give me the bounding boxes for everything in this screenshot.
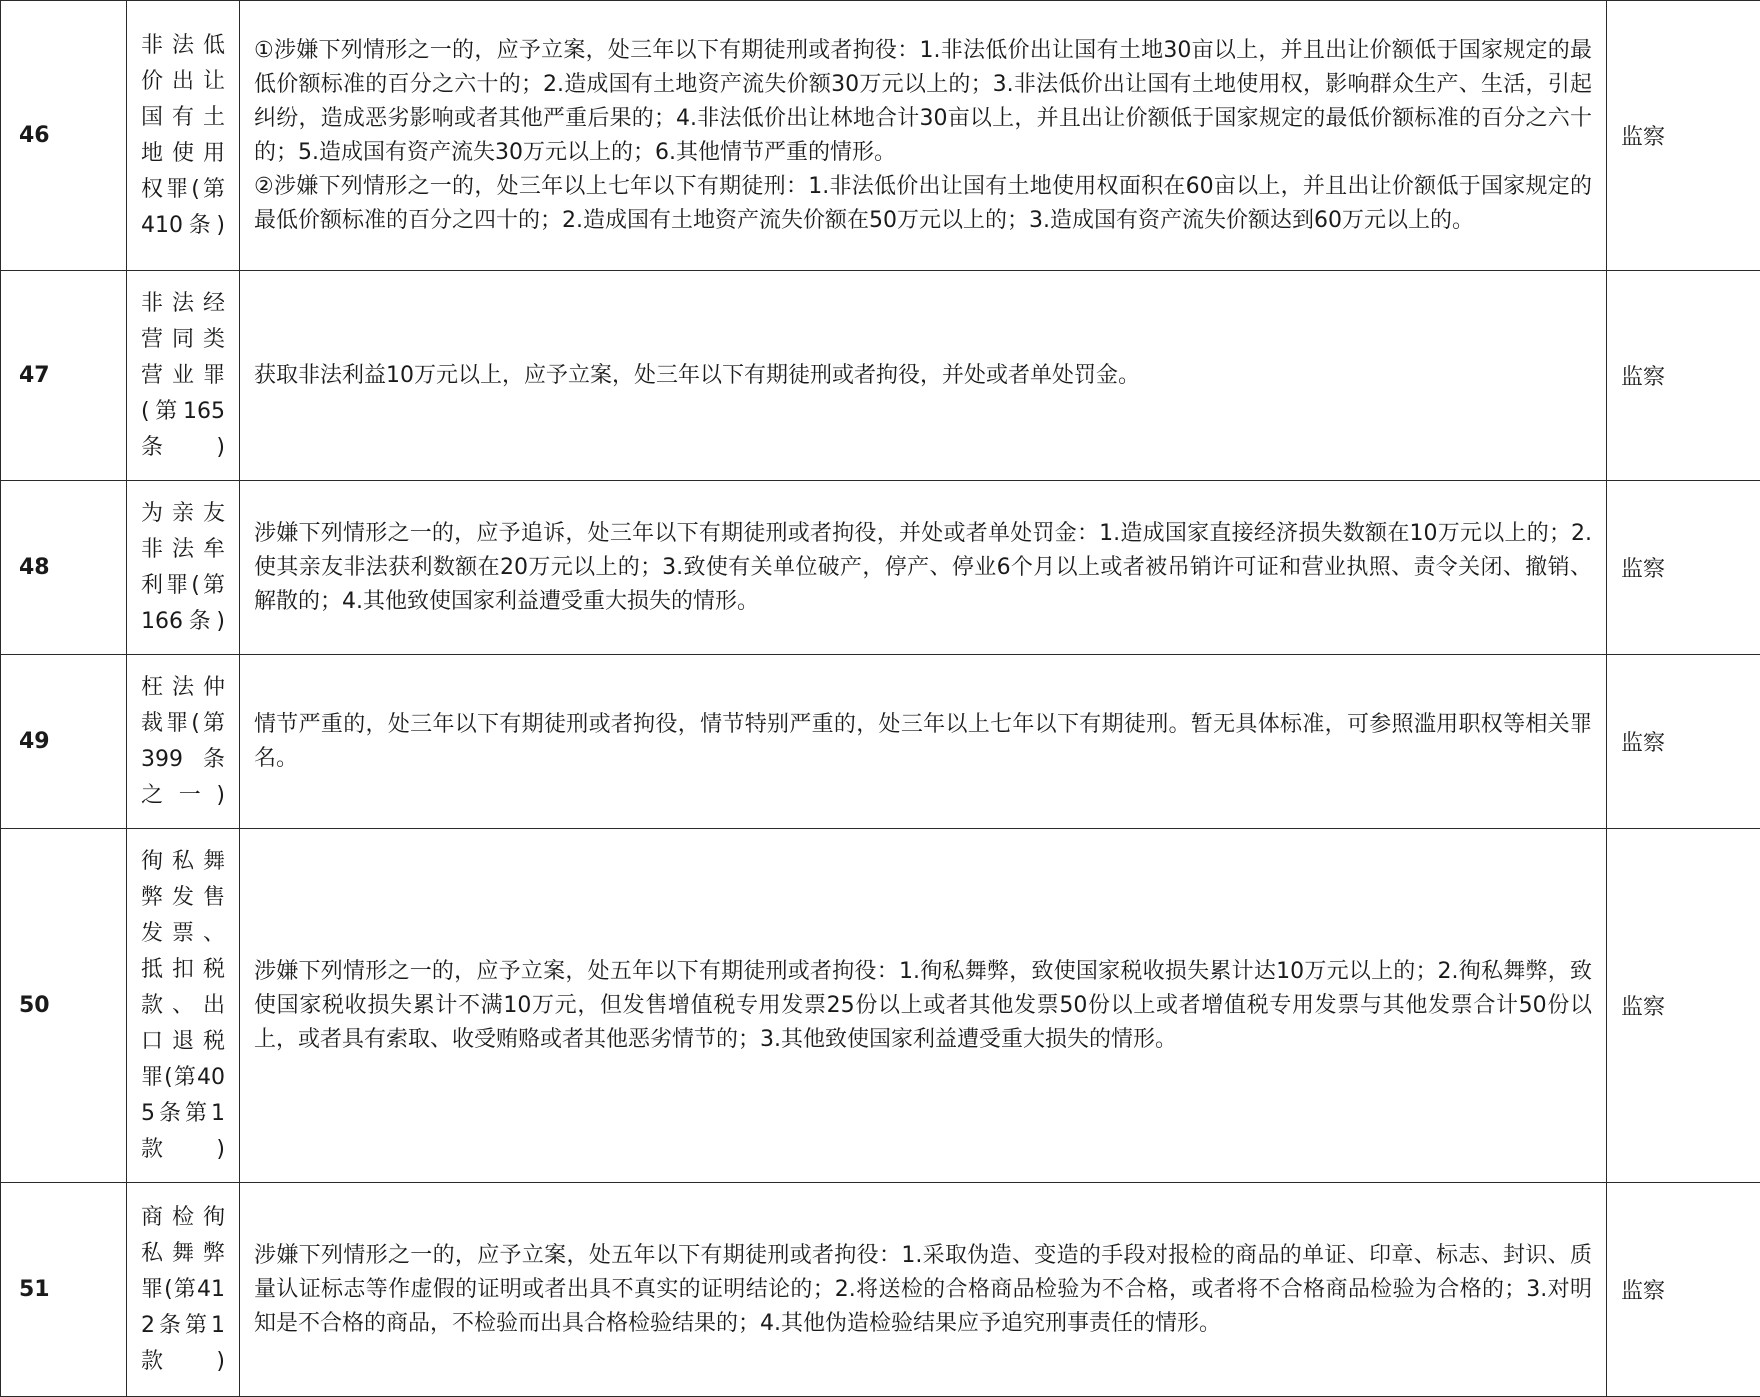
jurisdiction: 监察 [1607, 1183, 1760, 1397]
standard-paragraph: 获取非法利益10万元以上，应予立案，处三年以下有期徒刑或者拘役，并处或者单处罚金。 [254, 359, 1592, 393]
row-number: 47 [1, 271, 127, 481]
filing-standard [240, 481, 1607, 655]
standard-paragraph: 涉嫌下列情形之一的，应予追诉，处三年以下有期徒刑或者拘役，并处或者单处罚金：1.造成国家直接经济损失数额在10万元以上的；2.使其亲友非法获利数额在20万元以上的；3.致使有关单位破产，停产、停业6个月以上或者被吊销许可证和营业执照、责令关闭、撤销、解散的；4.其他致使国家利益遭受重大损失的情形。 [254, 517, 1592, 619]
row-number: 51 [1, 1183, 127, 1397]
row-number: 50 [1, 829, 127, 1183]
row-number: 48 [1, 481, 127, 655]
crime-name: 枉法仲裁罪(第399条之一) [127, 655, 240, 829]
crime-name: 徇私舞弊发售发票、抵扣税款、出口退税罪(第405条第1款) [127, 829, 240, 1183]
filing-standard [240, 1183, 1607, 1397]
jurisdiction: 监察 [1607, 829, 1760, 1183]
jurisdiction: 监察 [1607, 481, 1760, 655]
table-row [1, 1, 1760, 271]
row-number: 46 [1, 1, 127, 271]
filing-standard [240, 1, 1607, 271]
table-row [1, 481, 1760, 655]
standard-paragraph: 涉嫌下列情形之一的，应予立案，处五年以下有期徒刑或者拘役：1.徇私舞弊，致使国家税收损失累计达10万元以上的；2.徇私舞弊，致使国家税收损失累计不满10万元，但发售增值税专用发票25份以上或者其他发票50份以上或者增值税专用发票与其他发票合计50份以上，或者具有索取、收受贿赂或者其他恶劣情节的；3.其他致使国家利益遭受重大损失的情形。 [254, 955, 1592, 1057]
standard-paragraph: ②涉嫌下列情形之一的，处三年以上七年以下有期徒刑：1.非法低价出让国有土地使用权面积在60亩以上，并且出让价额低于国家规定的最低价额标准的百分之四十的；2.造成国有土地资产流失价额在50万元以上的；3.造成国有资产流失价额达到60万元以上的。 [254, 170, 1592, 238]
row-number: 49 [1, 655, 127, 829]
table-row [1, 1183, 1760, 1397]
standard-paragraph: 情节严重的，处三年以下有期徒刑或者拘役，情节特别严重的，处三年以上七年以下有期徒刑。暂无具体标准，可参照滥用职权等相关罪名。 [254, 708, 1592, 776]
table-row [1, 271, 1760, 481]
crime-name: 为亲友非法牟利罪(第166条) [127, 481, 240, 655]
crime-name: 非法低价出让国有土地使用权罪(第410条) [127, 1, 240, 271]
filing-standard [240, 655, 1607, 829]
jurisdiction: 监察 [1607, 655, 1760, 829]
table-row [1, 655, 1760, 829]
table-row [1, 829, 1760, 1183]
standard-paragraph: ①涉嫌下列情形之一的，应予立案，处三年以下有期徒刑或者拘役：1.非法低价出让国有土地30亩以上，并且出让价额低于国家规定的最低价额标准的百分之六十的；2.造成国有土地资产流失价额30万元以上的；3.非法低价出让国有土地使用权，影响群众生产、生活，引起纠纷，造成恶劣影响或者其他严重后果的；4.非法低价出让林地合计30亩以上，并且出让价额低于国家规定的最低价额标准的百分之六十的；5.造成国有资产流失30万元以上的；6.其他情节严重的情形。 [254, 34, 1592, 170]
standard-paragraph: 涉嫌下列情形之一的，应予立案，处五年以下有期徒刑或者拘役：1.采取伪造、变造的手段对报检的商品的单证、印章、标志、封识、质量认证标志等作虚假的证明或者出具不真实的证明结论的；2.将送检的合格商品检验为不合格，或者将不合格商品检验为合格的；3.对明知是不合格的商品，不检验而出具合格检验结果的；4.其他伪造检验结果应予追究刑事责任的情形。 [254, 1239, 1592, 1341]
filing-standard [240, 271, 1607, 481]
jurisdiction: 监察 [1607, 271, 1760, 481]
filing-standard [240, 829, 1607, 1183]
crime-name: 商检徇私舞弊罪(第412条第1款) [127, 1183, 240, 1397]
jurisdiction: 监察 [1607, 1, 1760, 271]
crime-name: 非法经营同类营业罪(第165条) [127, 271, 240, 481]
